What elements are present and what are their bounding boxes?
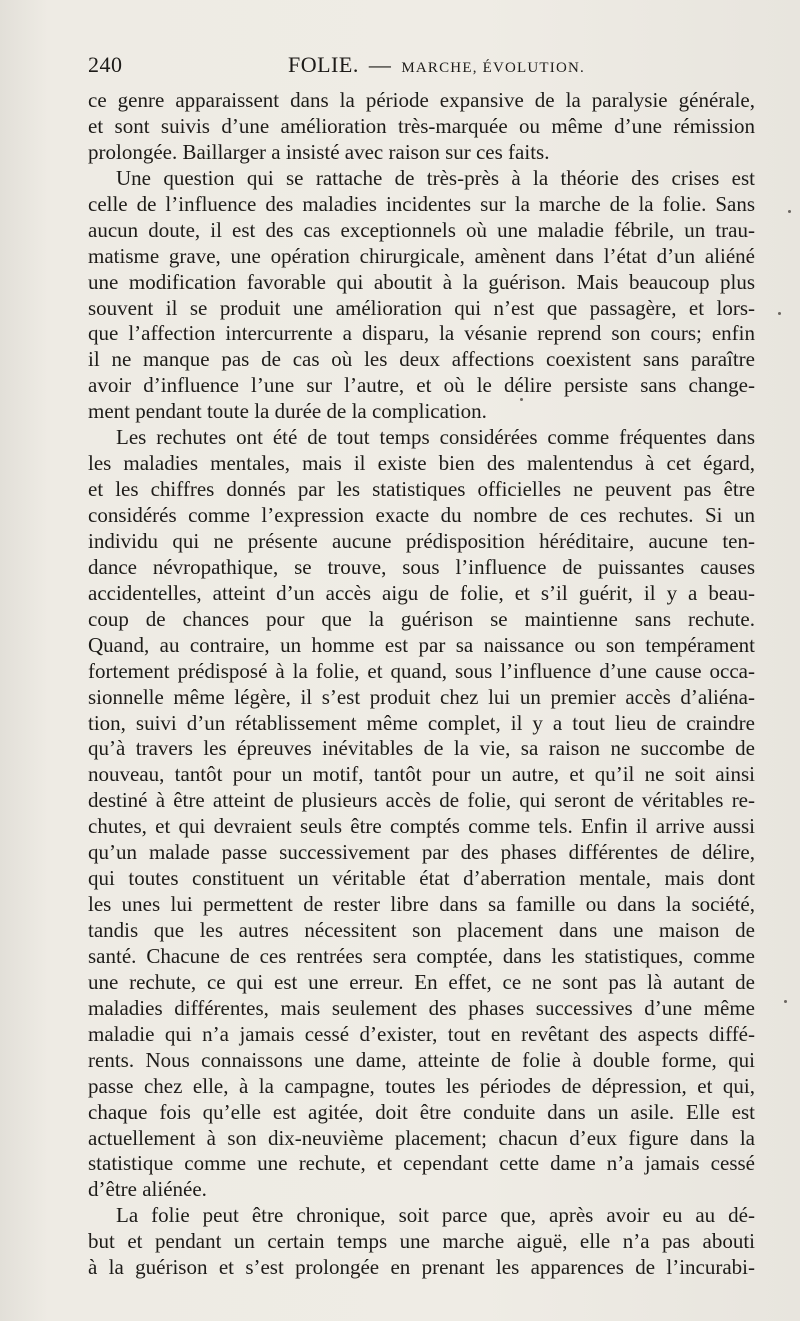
paper-speck: [784, 1000, 787, 1003]
text-line: maladie qui n’a jamais cessé d’exister, tout en revêtant des aspects diffé-: [88, 1021, 755, 1046]
text-line: dance névropathique, se trouve, sous l’influence de puissantes causes: [88, 554, 755, 579]
text-line: accidentelles, atteint d’un accès aigu de folie, et s’il guérit, il y a beau-: [88, 580, 755, 605]
text-line: à la guérison et s’est prolongée en prenant les apparences de l’incurabi-: [88, 1255, 755, 1280]
text-line: chutes, et qui devraient seuls être comptés comme tels. Enfin il arrive aussi: [88, 814, 755, 839]
text-line: actuellement à son dix-neuvième placement; chacun d’eux figure dans la: [88, 1125, 755, 1150]
text-line: Une question qui se rattache de très-près à la théorie des crises est: [116, 165, 755, 190]
text-line: qui toutes constituent un véritable état d’aberration mentale, mais dont: [88, 866, 755, 891]
text-line: fortement prédisposé à la folie, et quand, sous l’influence d’une cause occa-: [88, 658, 755, 683]
text-line: qu’un malade passe successivement par des phases différentes de délire,: [88, 840, 755, 865]
text-line: individu qui ne présente aucune prédisposition héréditaire, aucune ten-: [88, 528, 755, 553]
body-text: [88, 88, 755, 1281]
paper-speck: [788, 210, 791, 213]
text-line: coup de chances pour que la guérison se maintienne sans rechute.: [88, 606, 755, 631]
text-line: but et pendant un certain temps une marche aiguë, elle n’a pas abouti: [88, 1229, 755, 1254]
paper-speck: [520, 398, 523, 401]
text-line: considérés comme l’expression exacte du nombre de ces rechutes. Si un: [88, 503, 755, 527]
text-line: destiné à être atteint de plusieurs accès de folie, qui seront de véritables re-: [88, 788, 755, 813]
text-line: une rechute, ce qui est une erreur. En effet, ce ne sont pas là autant de: [88, 969, 755, 994]
text-line: souvent il se produit une amélioration qui n’est que passagère, et lors-: [88, 295, 755, 320]
text-line: La folie peut être chronique, soit parce que, après avoir eu au dé-: [116, 1203, 755, 1228]
text-line: santé. Chacune de ces rentrées sera comptée, dans les statistiques, comme: [88, 943, 755, 968]
text-line: d’être aliénée.: [88, 1177, 207, 1202]
running-title: [288, 52, 585, 78]
text-line: Les rechutes ont été de tout temps considérées comme fréquentes dans: [116, 425, 755, 450]
text-line: tandis que les autres nécessitent son placement dans une maison de: [88, 918, 755, 942]
page-number: 240: [88, 52, 123, 77]
text-line: tion, suivi d’un rétablissement même complet, il y a tout lieu de craindre: [88, 710, 755, 735]
text-line: Quand, au contraire, un homme est par sa naissance ou son tempérament: [88, 632, 755, 657]
text-line: une modification favorable qui aboutit à la guérison. Mais beaucoup plus: [88, 269, 755, 294]
title-separator: —: [368, 52, 392, 77]
text-line: maladies différentes, mais seulement des phases successives d’une même: [88, 995, 755, 1020]
text-line: passe chez elle, à la campagne, toutes les périodes de dépression, et qui,: [88, 1073, 755, 1098]
text-line: ment pendant toute la durée de la complication.: [88, 399, 487, 424]
section-title: MARCHE, ÉVOLUTION.: [401, 60, 585, 76]
chapter-title: FOLIE.: [288, 52, 359, 77]
text-line: qu’à travers les épreuves inévitables de la vie, sa raison ne succombe de: [88, 736, 755, 761]
text-line: ce genre apparaissent dans la période expansive de la paralysie générale,: [88, 88, 755, 112]
paper-speck: [778, 312, 781, 315]
text-line: que l’affection intercurrente a disparu, la vésanie reprend son cours; enfin: [88, 321, 755, 346]
text-line: et les chiffres donnés par les statistiques officielles ne peuvent pas être: [88, 477, 755, 502]
text-line: les maladies mentales, mais il existe bien des malentendus à cet égard,: [88, 451, 755, 476]
text-line: matisme grave, une opération chirurgicale, amènent dans l’état d’un aliéné: [88, 243, 755, 268]
text-line: rents. Nous connaissons une dame, atteinte de folie à double forme, qui: [88, 1047, 755, 1072]
text-line: celle de l’influence des maladies incidentes sur la marche de la folie. Sans: [88, 191, 755, 216]
text-line: statistique comme une rechute, et cependant cette dame n’a jamais cessé: [88, 1151, 755, 1176]
text-line: prolongée. Baillarger a insisté avec raison sur ces faits.: [88, 139, 550, 164]
text-line: nouveau, tantôt pour un motif, tantôt pour un autre, et qu’il ne soit ainsi: [88, 762, 755, 787]
text-line: aucun doute, il est des cas exceptionnels où une maladie fébrile, un trau-: [88, 217, 755, 242]
text-line: sionnelle même légère, il s’est produit chez lui un premier accès d’aliéna-: [88, 684, 755, 709]
running-header: [88, 52, 758, 86]
text-line: avoir d’influence l’une sur l’autre, et où le délire persiste sans change-: [88, 373, 755, 398]
text-line: les unes lui permettent de rester libre dans sa famille ou dans la société,: [88, 892, 755, 917]
text-line: et sont suivis d’une amélioration très-marquée ou même d’une rémission: [88, 113, 755, 138]
text-line: il ne manque pas de cas où les deux affections coexistent sans paraître: [88, 347, 755, 372]
text-line: chaque fois qu’elle est agitée, doit être conduite dans un asile. Elle est: [88, 1099, 755, 1124]
